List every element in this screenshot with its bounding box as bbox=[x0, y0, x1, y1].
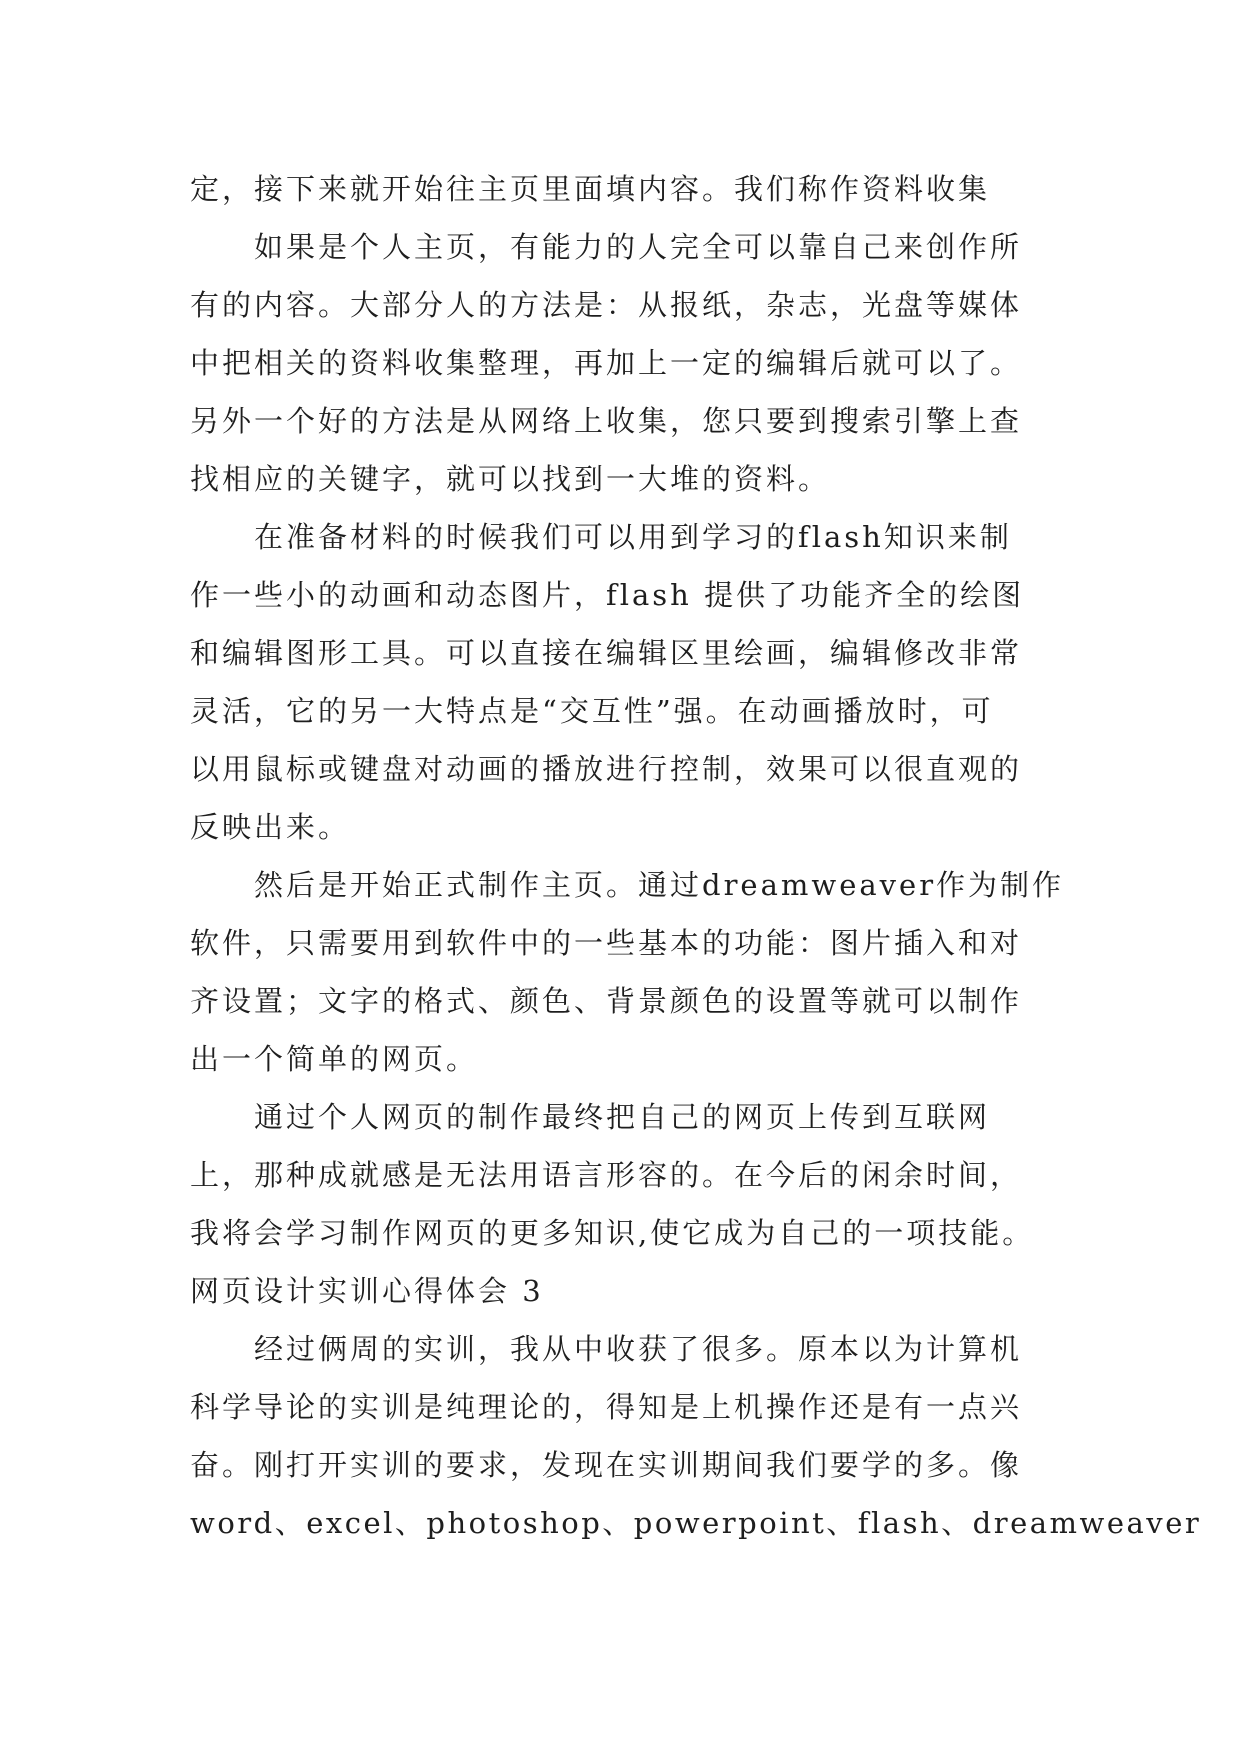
text-line: 中把相关的资料收集整理，再加上一定的编辑后就可以了。 bbox=[190, 346, 1023, 380]
text-line: 反映出来。 bbox=[190, 810, 351, 844]
text-line: 如果是个人主页，有能力的人完全可以靠自己来创作所 bbox=[254, 230, 1023, 264]
text-line: 作一些小的动画和动态图片，flash 提供了功能齐全的绘图 bbox=[190, 578, 1025, 612]
text-line: 奋。刚打开实训的要求，发现在实训期间我们要学的多。像 bbox=[190, 1448, 1023, 1482]
text-line: 上，那种成就感是无法用语言形容的。在今后的闲余时间， bbox=[190, 1158, 1023, 1192]
text-line: 在准备材料的时候我们可以用到学习的flash知识来制 bbox=[254, 520, 1012, 554]
text-line: 科学导论的实训是纯理论的，得知是上机操作还是有一点兴 bbox=[190, 1390, 1023, 1424]
text-line: 软件，只需要用到软件中的一些基本的功能：图片插入和对 bbox=[190, 926, 1023, 960]
text-line: 另外一个好的方法是从网络上收集，您只要到搜索引擎上查 bbox=[190, 404, 1023, 438]
text-line: 有的内容。大部分人的方法是：从报纸，杂志，光盘等媒体 bbox=[190, 288, 1023, 322]
text-line: 网页设计实训心得体会 3 bbox=[190, 1274, 544, 1308]
text-line: 定，接下来就开始往主页里面填内容。我们称作资料收集 bbox=[190, 172, 991, 206]
document-body bbox=[190, 160, 1202, 1552]
text-line: 我将会学习制作网页的更多知识,使它成为自己的一项技能。 bbox=[190, 1216, 1035, 1250]
text-line: 找相应的关键字，就可以找到一大堆的资料。 bbox=[190, 462, 831, 496]
text-line: 出一个简单的网页。 bbox=[190, 1042, 479, 1076]
text-line: 齐设置；文字的格式、颜色、背景颜色的设置等就可以制作 bbox=[190, 984, 1023, 1018]
text-line: 经过俩周的实训，我从中收获了很多。原本以为计算机 bbox=[254, 1332, 1023, 1366]
text-line: 以用鼠标或键盘对动画的播放进行控制，效果可以很直观的 bbox=[190, 752, 1023, 786]
text-line: 和编辑图形工具。可以直接在编辑区里绘画，编辑修改非常 bbox=[190, 636, 1023, 670]
text-line: 然后是开始正式制作主页。通过dreamweaver作为制作 bbox=[254, 868, 1065, 902]
text-line: word、excel、photoshop、powerpoint、flash、dreamweaver bbox=[190, 1506, 1202, 1540]
text-line: 灵活，它的另一大特点是“交互性”强。在动画播放时，可 bbox=[190, 694, 994, 728]
text-line: 通过个人网页的制作最终把自己的网页上传到互联网 bbox=[254, 1100, 991, 1134]
